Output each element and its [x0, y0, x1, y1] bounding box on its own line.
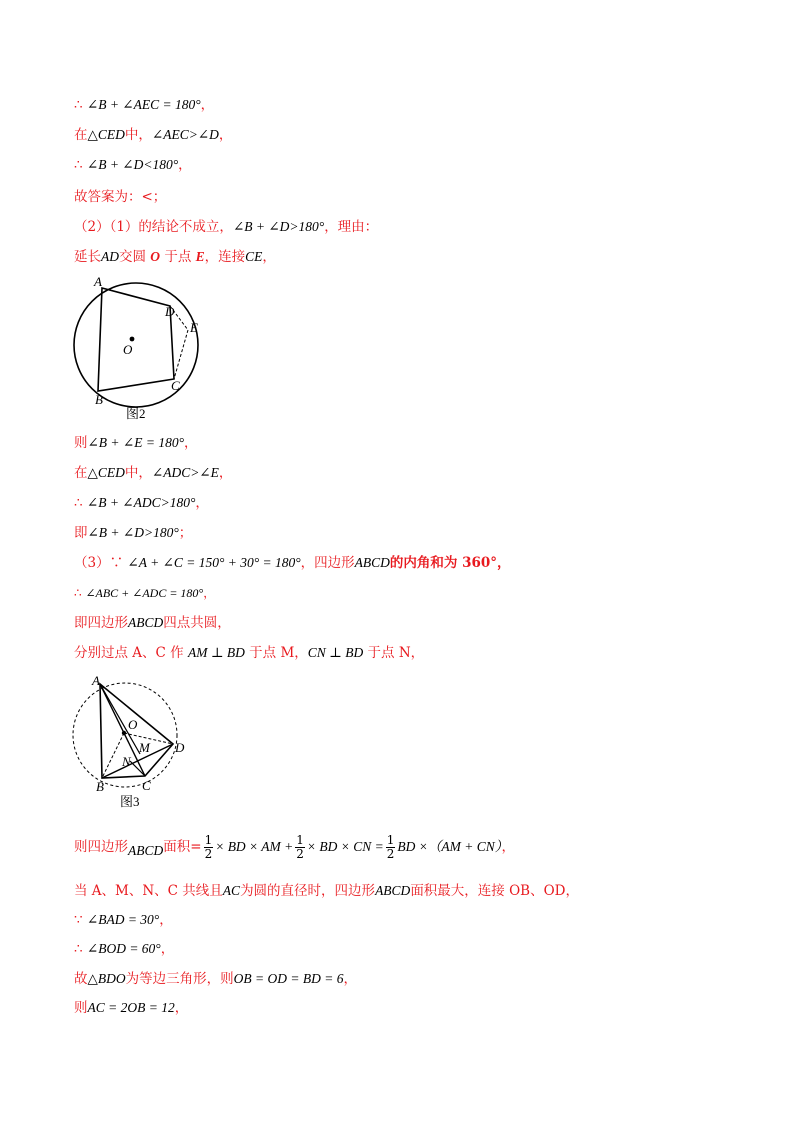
figure-3-caption: 图3 — [120, 794, 140, 809]
text-line-6: 延长AD交圆 O 于点 E，连接CE， — [74, 249, 276, 265]
text-line-1: ∴ ∠B + ∠AEC = 180°， — [74, 97, 215, 113]
text-line-19: 则AC = 2OB = 12， — [74, 1000, 189, 1016]
text-line-18: 故△BDO为等边三角形，则OB = OD = BD = 6， — [74, 971, 357, 987]
label-c: C — [171, 378, 180, 393]
center-point-o — [122, 731, 126, 735]
figure-3 — [68, 672, 198, 812]
text-line-3: ∴ ∠B + ∠D<180°， — [74, 157, 192, 173]
dashed-ec — [174, 330, 188, 379]
fraction-half-3: $\frac{1}{2}$ — [386, 833, 395, 861]
label-a: A — [94, 274, 102, 289]
quadrilateral-abcd — [98, 288, 174, 391]
text-line-7: 则∠B + ∠E = 180°， — [74, 435, 198, 451]
text-line-13: 即四边形ABCD四点共圆， — [74, 615, 231, 631]
text-line-8: 在△CED中，∠ADC>∠E， — [74, 465, 233, 481]
text-line-16: ∵ ∠BAD = 30°， — [74, 912, 173, 928]
text-line-2: 在△CED中，∠AEC>∠D， — [74, 127, 233, 143]
text-line-14: 分别过点 A、C 作 AM ⊥ BD 于点 M，CN ⊥ BD 于点 N， — [74, 645, 425, 661]
label-e: E — [190, 320, 198, 335]
label-o: O — [128, 717, 138, 732]
label-o: O — [123, 342, 133, 357]
fraction-half-2: $\frac{1}{2}$ — [296, 833, 304, 861]
area-formula-line: 则四边形ABCD面积= $\frac{1}{2}$ × BD × AM + $\frac{1}{2}$ × BD × CN = $\frac{1}{2}$ BD ×（AM + CN）， — [74, 833, 515, 861]
figure-2 — [70, 272, 210, 424]
label-d: D — [165, 304, 175, 319]
center-point-o — [130, 337, 135, 342]
label-b: B — [95, 392, 103, 407]
label-n: N — [122, 754, 131, 769]
label-m: M — [139, 740, 150, 755]
text-line-11: （3）∵ ∠A + ∠C = 150° + 30° = 180°，四边形ABCD的内角和为 360°， — [74, 555, 511, 571]
label-d: D — [175, 740, 185, 755]
fraction-half-1: $\frac{1}{2}$ — [204, 833, 213, 861]
dashed-ob — [102, 733, 124, 778]
text-line-9: ∴ ∠B + ∠ADC>180°， — [74, 495, 209, 511]
label-b: B — [96, 779, 104, 794]
text-line-12: ∴ ∠ABC + ∠ADC = 180°， — [74, 586, 216, 600]
label-a: A — [92, 673, 100, 688]
text-line-4: 故答案为：<； — [74, 189, 167, 205]
label-c: C — [142, 778, 151, 793]
text-line-15: 当 A、M、N、C 共线且AC为圆的直径时，四边形ABCD面积最大，连接 OB、OD， — [74, 883, 579, 899]
segment-cn — [130, 761, 145, 776]
text-line-17: ∴ ∠BOD = 60°， — [74, 941, 175, 957]
text-line-10: 即∠B + ∠D>180°； — [74, 525, 193, 541]
text-line-5: （2）（1）的结论不成立，∠B + ∠D>180°，理由： — [74, 219, 379, 235]
figure-2-caption: 图2 — [126, 406, 146, 421]
